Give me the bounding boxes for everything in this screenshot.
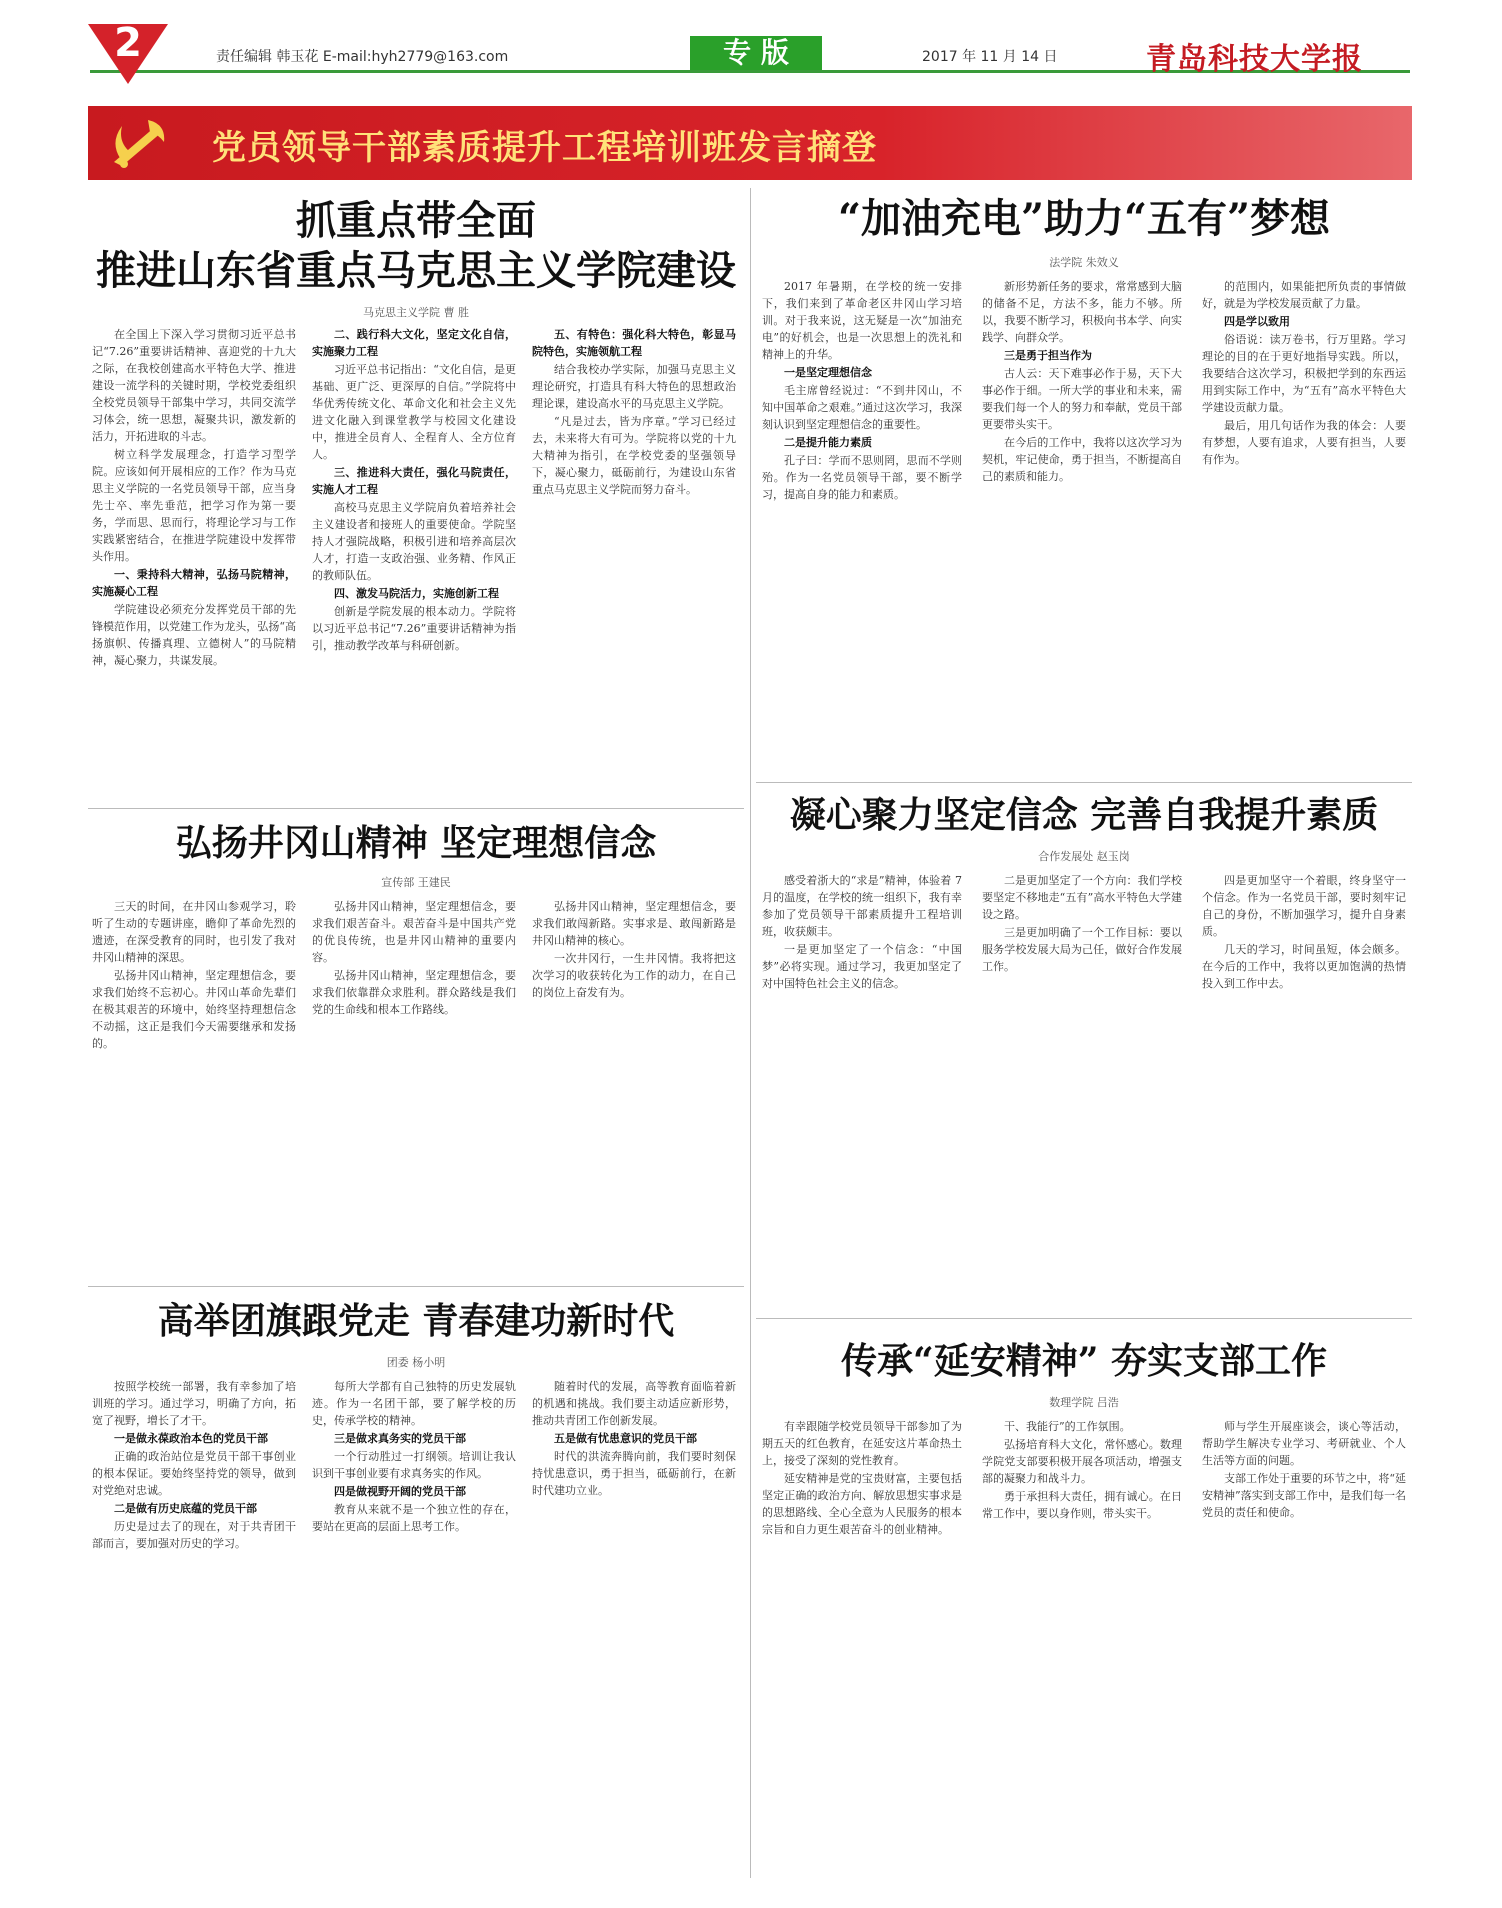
article-6-title-line-1: 传承“延安精神” 夯实支部工作	[841, 1340, 1327, 1382]
article-1-col-3	[532, 326, 736, 798]
subheading: 五是做有忧患意识的党员干部	[554, 1432, 697, 1445]
subheading: 二、践行科大文化，坚定文化自信，实施聚力工程	[312, 328, 516, 358]
article-5-title-line-1: 高举团旗跟党走 青春建功新时代	[157, 1300, 675, 1342]
article-3-col-2	[312, 898, 516, 1276]
article-3-col-1	[92, 898, 296, 1276]
paragraph: 习近平总书记指出：“文化自信，是更基础、更广泛、更深厚的自信。”学院将中华优秀传统文化、革命文化和社会主义先进文化融入到课堂教学与校园文化建设中，推进全员育人、全程育人、全方位育人。	[312, 363, 516, 461]
masthead-logo: 青岛科技大学报	[1146, 42, 1363, 77]
article-2-col-3	[1202, 278, 1406, 772]
banner-title: 党员领导干部素质提升工程培训班发言摘登	[212, 128, 877, 168]
paragraph: 三天的时间，在井冈山参观学习，聆听了生动的专题讲座，瞻仰了革命先烈的遗迹，在深受教育的同时，也引发了我对井冈山精神的深思。	[92, 900, 296, 964]
article-5-col-3	[532, 1378, 736, 1878]
paragraph: 感受着浙大的“求是”精神，体验着 7 月的温度，在学校的统一组织下，我有幸参加了党员领导干部素质提升工程培训班，收获颇丰。	[762, 874, 962, 938]
article-5-col-1	[92, 1378, 296, 1878]
paragraph: 新形势新任务的要求，常常感到大脑的储备不足，方法不多，能力不够。所以，我要不断学习，积极向书本学、向实践学、向群众学。	[982, 280, 1182, 344]
article-5-col-2	[312, 1378, 516, 1878]
article-1-col-1	[92, 326, 296, 798]
paragraph: 古人云：天下难事必作于易，天下大事必作于细。一所大学的事业和未来，需要我们每一个人的努力和奉献，党员干部更要带头实干。	[982, 367, 1182, 431]
article-6-col-3	[1202, 1418, 1406, 1878]
subheading: 三是做求真务实的党员干部	[334, 1432, 466, 1445]
paragraph: 正确的政治站位是党员干部干事创业的根本保证。要始终坚持党的领导，做到对党绝对忠诚。	[92, 1450, 296, 1497]
paragraph: 教育从来就不是一个独立性的存在，要站在更高的层面上思考工作。	[312, 1503, 516, 1533]
article-6-title	[756, 1338, 1412, 1384]
paragraph: 毛主席曾经说过：“不到井冈山，不知中国革命之艰难。”通过这次学习，我深刻认识到坚定理想信念的重要性。	[762, 384, 962, 431]
paragraph: 随着时代的发展，高等教育面临着新的机遇和挑战。我们要主动适应新形势，推动共青团工作创新发展。	[532, 1380, 736, 1427]
paragraph: 学院建设必须充分发挥党员干部的先锋模范作用，以党建工作为龙头，弘扬“高扬旗帜、传播真理、立德树人”的马院精神，凝心聚力，共谋发展。	[92, 603, 296, 667]
article-5-title	[88, 1298, 744, 1344]
paragraph: 支部工作处于重要的环节之中，将“延安精神”落实到支部工作中，是我们每一名党员的责任和使命。	[1202, 1472, 1406, 1519]
paragraph: 一次井冈行，一生井冈情。我将把这次学习的收获转化为工作的动力，在自己的岗位上奋发有为。	[532, 952, 736, 999]
article-4-col-1	[762, 872, 962, 1308]
paragraph: 最后，用几句话作为我的体会：人要有梦想，人要有追求，人要有担当，人要有作为。	[1202, 419, 1406, 466]
page-number: 2	[114, 20, 142, 66]
paragraph: 创新是学院发展的根本动力。学院将以习近平总书记“7.26”重要讲话精神为指引，推动教学改革与科研创新。	[312, 605, 516, 652]
article-2-col-1	[762, 278, 962, 772]
paragraph: 干、我能行”的工作氛围。	[1004, 1420, 1131, 1433]
article-1-byline: 马克思主义学院 曹 胜	[363, 306, 469, 319]
article-3-byline: 宣传部 王建民	[381, 876, 451, 889]
article-2-byline: 法学院 朱效义	[1049, 256, 1119, 269]
subheading: 五、有特色：强化科大特色，彰显马院特色，实施领航工程	[532, 328, 736, 358]
article-4-title	[756, 792, 1412, 838]
paragraph: 师与学生开展座谈会，谈心等活动，帮助学生解决专业学习、考研就业、个人生活等方面的问题。	[1202, 1420, 1406, 1467]
subheading: 一是坚定理想信念	[784, 366, 872, 379]
paragraph: 在全国上下深入学习贯彻习近平总书记“7.26”重要讲话精神、喜迎党的十九大之际，在我校创建高水平特色大学、推进建设一流学科的关键时期，学校党委组织全校党员领导干部集中学习，共同交流学习体会，统一思想，凝聚共识，激发新的活力，开拓进取的斗志。	[92, 328, 296, 443]
subheading: 三、推进科大责任，强化马院责任，实施人才工程	[312, 466, 516, 496]
paragraph: 勇于承担科大责任，拥有诚心。在日常工作中，要以身作则，带头实干。	[982, 1490, 1182, 1520]
paragraph: 有幸跟随学校党员领导干部参加了为期五天的红色教育，在延安这片革命热土上，接受了深刻的党性教育。	[762, 1420, 962, 1467]
article-5-byline: 团委 杨小明	[386, 1356, 446, 1369]
subheading: 四是做视野开阔的党员干部	[334, 1485, 466, 1498]
subheading: 一、秉持科大精神，弘扬马院精神，实施凝心工程	[92, 568, 296, 598]
paragraph: 一个行动胜过一打纲领。培训让我认识到干事创业要有求真务实的作风。	[312, 1450, 516, 1480]
subheading: 一是做永葆政治本色的党员干部	[114, 1432, 268, 1445]
paragraph: 弘扬井冈山精神，坚定理想信念，要求我们依靠群众求胜利。群众路线是我们党的生命线和根本工作路线。	[312, 969, 516, 1016]
party-emblem-icon	[100, 112, 178, 174]
section-badge: 专 版	[690, 36, 822, 70]
article-6-byline: 数理学院 吕浩	[1049, 1396, 1119, 1409]
article-4-col-2	[982, 872, 1182, 1308]
editor-line: 责任编辑 韩玉花 E-mail:hyh2779@163.com	[216, 49, 509, 65]
paragraph: 弘扬培育科大文化，常怀感心。数理学院党支部要积极开展各项活动，增强支部的凝聚力和战斗力。	[982, 1438, 1182, 1485]
article-2-title-line-1: “加油充电”助力“五有”梦想	[837, 195, 1331, 242]
paragraph: 三是更加明确了一个工作目标：要以服务学校发展大局为己任，做好合作发展工作。	[982, 926, 1182, 973]
subheading: 二是提升能力素质	[784, 436, 872, 449]
article-3-col-3	[532, 898, 736, 1276]
divider-left-2	[88, 1286, 744, 1287]
paragraph: 时代的洪流奔腾向前，我们要时刻保持忧患意识，勇于担当，砥砺前行，在新时代建功立业。	[532, 1450, 736, 1497]
paragraph: 的范围内，如果能把所负责的事情做好，就是为学校发展贡献了力量。	[1202, 280, 1406, 310]
divider-right-1	[756, 782, 1412, 783]
paragraph: 高校马克思主义学院肩负着培养社会主义建设者和接班人的重要使命。学院坚持人才强院战略，积极引进和培养高层次人才，打造一支政治强、业务精、作风正的教师队伍。	[312, 501, 516, 582]
paragraph: 弘扬井冈山精神，坚定理想信念，要求我们艰苦奋斗。艰苦奋斗是中国共产党的优良传统，也是井冈山精神的重要内容。	[312, 900, 516, 964]
paragraph: 弘扬井冈山精神，坚定理想信念，要求我们始终不忘初心。井冈山革命先辈们在极其艰苦的环境中，始终坚持理想信念不动摇，这正是我们今天需要继承和发扬的。	[92, 969, 296, 1050]
article-6-col-2	[982, 1418, 1182, 1878]
paragraph: 一是更加坚定了一个信念：“中国梦”必将实现。通过学习，我更加坚定了对中国特色社会主义的信念。	[762, 943, 962, 990]
article-2-col-2	[982, 278, 1182, 772]
paragraph: 按照学校统一部署，我有幸参加了培训班的学习。通过学习，明确了方向，拓宽了视野，增长了才干。	[92, 1380, 296, 1427]
article-4-col-3	[1202, 872, 1406, 1308]
paragraph: 延安精神是党的宝贵财富，主要包括坚定正确的政治方向、解放思想实事求是的思想路线、全心全意为人民服务的根本宗旨和自力更生艰苦奋斗的创业精神。	[762, 1472, 962, 1536]
subheading: 二是做有历史底蕴的党员干部	[114, 1502, 257, 1515]
paragraph: 孔子曰：学而不思则罔，思而不学则殆。作为一名党员领导干部，要不断学习，提高自身的能力和素质。	[762, 454, 962, 501]
paragraph: 历史是过去了的现在，对于共青团干部而言，要加强对历史的学习。	[92, 1520, 296, 1550]
article-1-title	[88, 196, 744, 296]
paragraph: “凡是过去，皆为序章。”学习已经过去，未来将大有可为。学院将以党的十九大精神为指引，在学校党委的坚强领导下，凝心聚力，砥砺前行，为建设山东省重点马克思主义学院而努力奋斗。	[532, 415, 736, 496]
article-6-col-1	[762, 1418, 962, 1878]
paragraph: 树立科学发展理念，打造学习型学院。应该如何开展相应的工作？作为马克思主义学院的一名党员领导干部，应当身先士卒、率先垂范，把学习作为第一要务，学而思、思而行，将理论学习与工作实践紧密结合，在推进学院建设中发挥带头作用。	[92, 448, 296, 563]
paragraph: 四是更加坚守一个着眼，终身坚守一个信念。作为一名党员干部，要时刻牢记自己的身份，不断加强学习，提升自身素质。	[1202, 874, 1406, 938]
subheading: 四、激发马院活力，实施创新工程	[334, 587, 499, 600]
issue-date: 2017 年 11 月 14 日	[922, 49, 1058, 65]
article-3-title	[88, 820, 744, 866]
divider-left-1	[88, 808, 744, 809]
divider-right-2	[756, 1318, 1412, 1319]
article-4-title-line-1: 凝心聚力坚定信念 完善自我提升素质	[789, 794, 1379, 836]
paragraph: 弘扬井冈山精神，坚定理想信念，要求我们敢闯新路。实事求是、敢闯新路是井冈山精神的核心。	[532, 900, 736, 947]
subheading: 三是勇于担当作为	[1004, 349, 1092, 362]
paragraph: 每所大学都有自己独特的历史发展轨迹。作为一名团干部，要了解学校的历史，传承学校的精神。	[312, 1380, 516, 1427]
paragraph: 几天的学习，时间虽短，体会颇多。在今后的工作中，我将以更加饱满的热情投入到工作中去。	[1202, 943, 1406, 990]
article-1-title-line-2: 推进山东省重点马克思主义学院建设	[96, 247, 736, 294]
paragraph: 俗语说：读万卷书，行万里路。学习理论的目的在于更好地指导实践。所以，我要结合这次学习，积极把学到的东西运用到实际工作中，为“五有”高水平特色大学建设贡献力量。	[1202, 333, 1406, 414]
paragraph: 在今后的工作中，我将以这次学习为契机，牢记使命，勇于担当，不断提高自己的素质和能力。	[982, 436, 1182, 483]
article-4-byline: 合作发展处 赵玉岗	[1038, 850, 1130, 863]
center-divider	[750, 188, 751, 1878]
paragraph: 2017 年暑期，在学校的统一安排下，我们来到了革命老区井冈山学习培训。对于我来说，这无疑是一次“加油充电”的好机会，也是一次思想上的洗礼和精神上的升华。	[762, 280, 962, 361]
paragraph: 结合我校办学实际，加强马克思主义理论研究，打造具有科大特色的思想政治理论课，建设高水平的马克思主义学院。	[532, 363, 736, 410]
article-1-title-line-1: 抓重点带全面	[296, 197, 536, 244]
article-3-title-line-1: 弘扬井冈山精神 坚定理想信念	[175, 822, 657, 864]
paragraph: 二是更加坚定了一个方向：我们学校要坚定不移地走“五有”高水平特色大学建设之路。	[982, 874, 1182, 921]
subheading: 四是学以致用	[1224, 315, 1290, 328]
article-1-col-2	[312, 326, 516, 798]
article-2-title	[756, 194, 1412, 244]
